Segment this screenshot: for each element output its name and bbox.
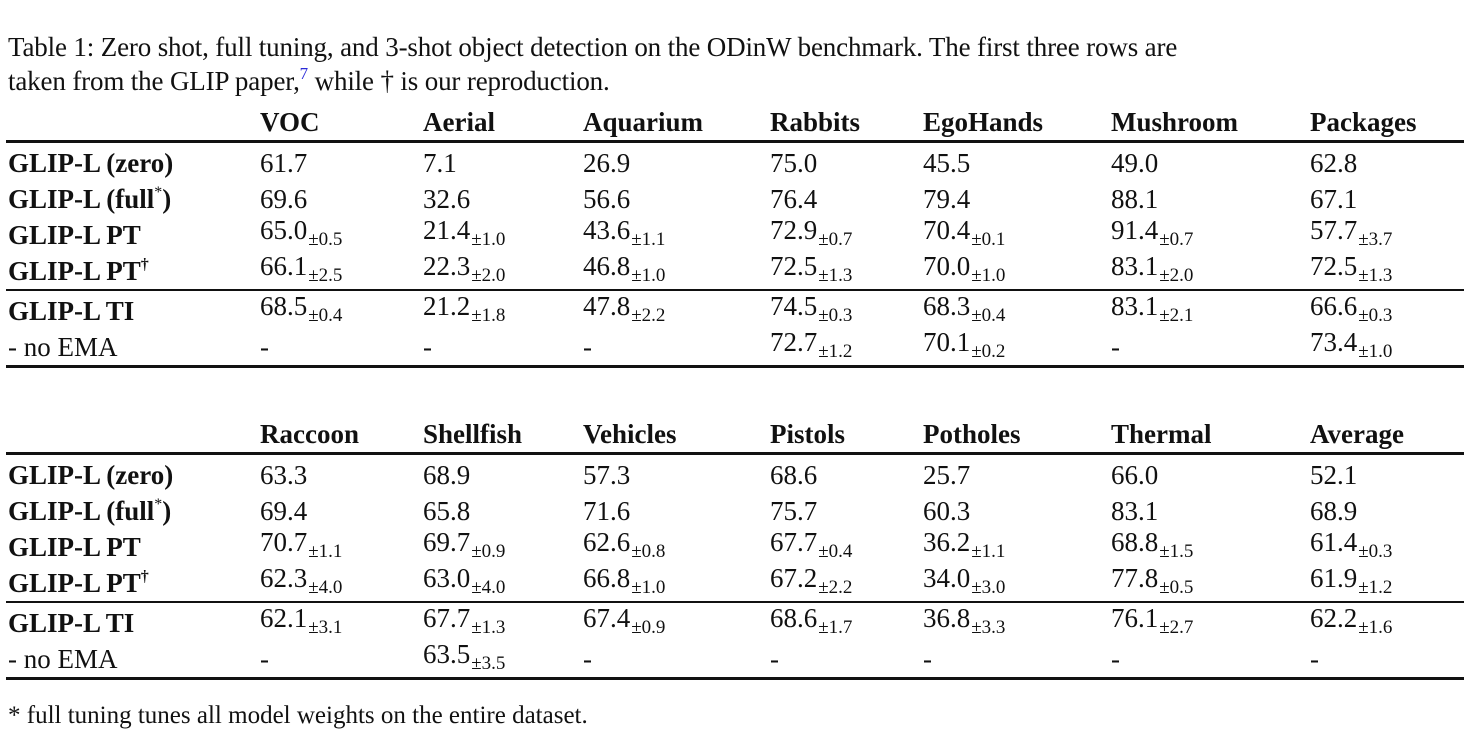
table-cell bbox=[581, 179, 768, 215]
cell-std: ±0.9 bbox=[471, 541, 506, 562]
table-cell bbox=[1109, 179, 1308, 215]
row-label-tail: ) bbox=[162, 496, 172, 526]
row-label-text: GLIP-L (full bbox=[8, 184, 155, 214]
cell-value: 61.4 bbox=[1310, 527, 1358, 557]
cell-value: 26.9 bbox=[583, 148, 631, 178]
table-cell bbox=[1308, 563, 1464, 602]
table-cell bbox=[258, 454, 421, 492]
cell-std: ±0.5 bbox=[308, 229, 343, 250]
table-cell bbox=[768, 454, 921, 492]
cell-std: ±0.5 bbox=[1159, 577, 1194, 598]
column-header: Raccoon bbox=[258, 410, 421, 454]
cell-value: 56.6 bbox=[583, 184, 631, 214]
cell-value: 83.1 bbox=[1111, 496, 1159, 526]
table-cell bbox=[258, 639, 421, 679]
cell-std: ±0.3 bbox=[818, 305, 853, 326]
cell-value: 63.3 bbox=[260, 460, 308, 490]
cell-value: 67.1 bbox=[1310, 184, 1358, 214]
table-cell bbox=[1308, 454, 1464, 492]
cell-value: 88.1 bbox=[1111, 184, 1159, 214]
cell-value: 69.4 bbox=[260, 496, 308, 526]
table-cell bbox=[921, 215, 1109, 251]
header-row bbox=[6, 98, 1464, 142]
row-label-text: GLIP-L TI bbox=[8, 296, 135, 326]
table-cell bbox=[921, 327, 1109, 367]
cell-value: 72.9 bbox=[770, 215, 818, 245]
table-cell bbox=[921, 602, 1109, 639]
caption-line-1: Table 1: Zero shot, full tuning, and 3-shot object detection on the ODinW benchmark. The first three rows are bbox=[8, 32, 1178, 62]
row-label-text: GLIP-L PT bbox=[8, 220, 141, 250]
table-cell bbox=[768, 142, 921, 180]
row-label-text: GLIP-L PT bbox=[8, 532, 141, 562]
cell-value: - bbox=[1111, 332, 1120, 362]
cell-value: - bbox=[1310, 644, 1319, 674]
cell-value: 73.4 bbox=[1310, 327, 1358, 357]
table-row bbox=[6, 602, 1464, 639]
cell-value: 7.1 bbox=[423, 148, 457, 178]
cell-value: 67.7 bbox=[770, 527, 818, 557]
row-label-mark: * bbox=[154, 496, 163, 513]
table-cell bbox=[1109, 563, 1308, 602]
cell-std: ±0.3 bbox=[1358, 305, 1393, 326]
cell-std: ±3.7 bbox=[1358, 229, 1393, 250]
cell-value: 68.5 bbox=[260, 291, 308, 321]
row-label bbox=[6, 251, 258, 290]
cell-value: 72.5 bbox=[1310, 251, 1358, 281]
cell-std: ±1.2 bbox=[1358, 577, 1393, 598]
cell-value: 69.7 bbox=[423, 527, 471, 557]
cell-value: 62.2 bbox=[1310, 603, 1358, 633]
table-cell bbox=[1308, 602, 1464, 639]
cell-value: 77.8 bbox=[1111, 563, 1159, 593]
cell-value: 68.3 bbox=[923, 291, 971, 321]
cell-value: 52.1 bbox=[1310, 460, 1358, 490]
table-cell bbox=[768, 491, 921, 527]
column-header: Thermal bbox=[1109, 410, 1308, 454]
row-label bbox=[6, 639, 258, 679]
cell-std: ±0.9 bbox=[631, 617, 666, 638]
table-cell bbox=[258, 290, 421, 327]
table-cell bbox=[1308, 142, 1464, 180]
table-cell bbox=[768, 527, 921, 563]
cell-value: 62.3 bbox=[260, 563, 308, 593]
cell-std: ±1.3 bbox=[471, 617, 506, 638]
header-row bbox=[6, 410, 1464, 454]
column-header: Aerial bbox=[421, 98, 581, 142]
table-cell bbox=[768, 215, 921, 251]
table-cell bbox=[768, 639, 921, 679]
table-cell bbox=[581, 215, 768, 251]
cell-std: ±1.0 bbox=[631, 265, 666, 286]
row-label-text: GLIP-L (full bbox=[8, 496, 155, 526]
cell-std: ±1.5 bbox=[1159, 541, 1194, 562]
cell-std: ±1.0 bbox=[1358, 341, 1393, 362]
table-cell bbox=[421, 639, 581, 679]
row-label bbox=[6, 527, 258, 563]
cell-value: 72.7 bbox=[770, 327, 818, 357]
cell-value: 63.0 bbox=[423, 563, 471, 593]
cell-value: 61.9 bbox=[1310, 563, 1358, 593]
column-header: Pistols bbox=[768, 410, 921, 454]
cell-value: 67.2 bbox=[770, 563, 818, 593]
cell-value: 71.6 bbox=[583, 496, 631, 526]
table-cell bbox=[921, 142, 1109, 180]
cell-value: 60.3 bbox=[923, 496, 971, 526]
cell-value: 67.4 bbox=[583, 603, 631, 633]
cell-std: ±0.1 bbox=[971, 229, 1006, 250]
table-cell bbox=[1109, 454, 1308, 492]
cell-value: 75.0 bbox=[770, 148, 818, 178]
table-footnote: * full tuning tunes all model weights on the entire dataset. bbox=[8, 702, 588, 729]
table-row bbox=[6, 563, 1464, 602]
table-cell bbox=[258, 251, 421, 290]
cell-std: ±2.0 bbox=[471, 265, 506, 286]
cell-value: 68.6 bbox=[770, 460, 818, 490]
table-cell bbox=[1109, 290, 1308, 327]
cell-value: 62.1 bbox=[260, 603, 308, 633]
table-cell bbox=[258, 563, 421, 602]
table-row bbox=[6, 639, 1464, 679]
cell-value: 91.4 bbox=[1111, 215, 1159, 245]
cell-value: - bbox=[583, 332, 592, 362]
table-cell bbox=[921, 527, 1109, 563]
row-label-text: GLIP-L PT bbox=[8, 568, 141, 598]
table-caption bbox=[8, 30, 1464, 98]
table-cell bbox=[1308, 215, 1464, 251]
cell-value: 79.4 bbox=[923, 184, 971, 214]
row-label bbox=[6, 290, 258, 327]
table-cell bbox=[1308, 179, 1464, 215]
table-cell bbox=[921, 639, 1109, 679]
row-label bbox=[6, 602, 258, 639]
cell-value: 70.7 bbox=[260, 527, 308, 557]
table-cell bbox=[258, 602, 421, 639]
cell-value: 74.5 bbox=[770, 291, 818, 321]
table-row bbox=[6, 179, 1464, 215]
cell-std: ±2.7 bbox=[1159, 617, 1194, 638]
table-cell bbox=[768, 602, 921, 639]
table-cell bbox=[1109, 527, 1308, 563]
cell-value: 49.0 bbox=[1111, 148, 1159, 178]
row-label-text: GLIP-L TI bbox=[8, 608, 135, 638]
table-cell bbox=[258, 327, 421, 367]
row-label bbox=[6, 327, 258, 367]
row-label bbox=[6, 491, 258, 527]
citation-link[interactable]: 7 bbox=[299, 64, 309, 83]
cell-value: 61.7 bbox=[260, 148, 308, 178]
table-cell bbox=[1308, 327, 1464, 367]
table-cell bbox=[421, 491, 581, 527]
row-label-text: GLIP-L (zero) bbox=[8, 460, 174, 490]
table-cell bbox=[768, 327, 921, 367]
table-cell bbox=[421, 179, 581, 215]
cell-std: ±1.3 bbox=[818, 265, 853, 286]
column-header: EgoHands bbox=[921, 98, 1109, 142]
column-header: Potholes bbox=[921, 410, 1109, 454]
cell-std: ±0.7 bbox=[1159, 229, 1194, 250]
cell-std: ±0.2 bbox=[971, 341, 1006, 362]
cell-std: ±0.4 bbox=[818, 541, 853, 562]
row-label-text: GLIP-L PT bbox=[8, 256, 141, 286]
row-label bbox=[6, 563, 258, 602]
cell-value: 57.7 bbox=[1310, 215, 1358, 245]
cell-value: 25.7 bbox=[923, 460, 971, 490]
table-cell bbox=[1109, 142, 1308, 180]
row-label-text: - no EMA bbox=[8, 644, 118, 674]
cell-std: ±0.4 bbox=[971, 305, 1006, 326]
cell-value: 32.6 bbox=[423, 184, 471, 214]
table-cell bbox=[581, 527, 768, 563]
table-cell bbox=[421, 215, 581, 251]
table-cell bbox=[1109, 491, 1308, 527]
cell-value: 83.1 bbox=[1111, 251, 1159, 281]
cell-std: ±3.5 bbox=[471, 653, 506, 674]
cell-std: ±3.0 bbox=[971, 577, 1006, 598]
row-label bbox=[6, 142, 258, 180]
column-header: Aquarium bbox=[581, 98, 768, 142]
table-cell bbox=[768, 179, 921, 215]
cell-std: ±1.6 bbox=[1358, 617, 1393, 638]
cell-value: 63.5 bbox=[423, 639, 471, 669]
table-cell bbox=[1109, 602, 1308, 639]
cell-std: ±3.3 bbox=[971, 617, 1006, 638]
cell-value: 70.1 bbox=[923, 327, 971, 357]
cell-value: 62.6 bbox=[583, 527, 631, 557]
table-row bbox=[6, 327, 1464, 367]
table-cell bbox=[258, 142, 421, 180]
cell-value: 67.7 bbox=[423, 603, 471, 633]
cell-value: 66.0 bbox=[1111, 460, 1159, 490]
table-cell bbox=[258, 179, 421, 215]
table-cell bbox=[768, 251, 921, 290]
table-cell bbox=[1308, 290, 1464, 327]
table-cell bbox=[258, 527, 421, 563]
table-cell bbox=[421, 602, 581, 639]
cell-value: 75.7 bbox=[770, 496, 818, 526]
cell-std: ±2.2 bbox=[631, 305, 666, 326]
table-row bbox=[6, 215, 1464, 251]
cell-value: 76.1 bbox=[1111, 603, 1159, 633]
table-cell bbox=[421, 527, 581, 563]
cell-std: ±4.0 bbox=[471, 577, 506, 598]
table-cell bbox=[921, 491, 1109, 527]
cell-value: - bbox=[770, 644, 779, 674]
cell-std: ±2.5 bbox=[308, 265, 343, 286]
cell-value: - bbox=[260, 332, 269, 362]
cell-value: 34.0 bbox=[923, 563, 971, 593]
table-cell bbox=[421, 142, 581, 180]
cell-value: 69.6 bbox=[260, 184, 308, 214]
table-cell bbox=[921, 563, 1109, 602]
cell-value: 21.2 bbox=[423, 291, 471, 321]
table-cell bbox=[1109, 639, 1308, 679]
cell-value: 57.3 bbox=[583, 460, 631, 490]
cell-value: 43.6 bbox=[583, 215, 631, 245]
table-cell bbox=[581, 251, 768, 290]
table-cell bbox=[581, 563, 768, 602]
table-cell bbox=[258, 215, 421, 251]
table-cell bbox=[921, 251, 1109, 290]
cell-value: - bbox=[583, 644, 592, 674]
cell-value: 66.6 bbox=[1310, 291, 1358, 321]
cell-std: ±1.0 bbox=[971, 265, 1006, 286]
table-cell bbox=[421, 327, 581, 367]
caption-line-2-end: while † is our reproduction. bbox=[308, 66, 610, 96]
row-label-text: - no EMA bbox=[8, 332, 118, 362]
cell-value: 68.8 bbox=[1111, 527, 1159, 557]
header-corner bbox=[6, 98, 258, 142]
cell-value: 70.0 bbox=[923, 251, 971, 281]
cell-value: 76.4 bbox=[770, 184, 818, 214]
table-cell bbox=[421, 563, 581, 602]
table-row bbox=[6, 527, 1464, 563]
column-header: Mushroom bbox=[1109, 98, 1308, 142]
table-cell bbox=[581, 290, 768, 327]
table-cell bbox=[1308, 527, 1464, 563]
row-label-tail: ) bbox=[162, 184, 172, 214]
table-row bbox=[6, 251, 1464, 290]
cell-value: 68.6 bbox=[770, 603, 818, 633]
cell-value: 72.5 bbox=[770, 251, 818, 281]
cell-std: ±0.8 bbox=[631, 541, 666, 562]
table-cell bbox=[921, 290, 1109, 327]
cell-value: 65.8 bbox=[423, 496, 471, 526]
table-cell bbox=[1308, 251, 1464, 290]
column-header: Shellfish bbox=[421, 410, 581, 454]
cell-value: 68.9 bbox=[423, 460, 471, 490]
column-header: Packages bbox=[1308, 98, 1464, 142]
cell-std: ±0.7 bbox=[818, 229, 853, 250]
table-row bbox=[6, 290, 1464, 327]
cell-value: 45.5 bbox=[923, 148, 971, 178]
cell-std: ±1.7 bbox=[818, 617, 853, 638]
table-cell bbox=[581, 142, 768, 180]
table-cell bbox=[768, 290, 921, 327]
table-cell bbox=[1308, 639, 1464, 679]
row-label-text: GLIP-L (zero) bbox=[8, 148, 174, 178]
cell-std: ±0.4 bbox=[308, 305, 343, 326]
column-header: Average bbox=[1308, 410, 1464, 454]
results-table-bottom bbox=[6, 410, 1464, 680]
cell-std: ±4.0 bbox=[308, 577, 343, 598]
table-cell bbox=[581, 491, 768, 527]
cell-value: 66.8 bbox=[583, 563, 631, 593]
table-cell bbox=[258, 491, 421, 527]
row-label bbox=[6, 179, 258, 215]
caption-line-2 bbox=[8, 64, 1464, 98]
cell-std: ±2.0 bbox=[1159, 265, 1194, 286]
cell-value: 47.8 bbox=[583, 291, 631, 321]
cell-value: 83.1 bbox=[1111, 291, 1159, 321]
row-label bbox=[6, 454, 258, 492]
cell-std: ±1.0 bbox=[471, 229, 506, 250]
cell-std: ±2.2 bbox=[818, 577, 853, 598]
table-cell bbox=[1308, 491, 1464, 527]
table-cell bbox=[581, 454, 768, 492]
cell-std: ±2.1 bbox=[1159, 305, 1194, 326]
table-cell bbox=[1109, 327, 1308, 367]
row-label-mark: * bbox=[154, 184, 163, 201]
cell-std: ±1.2 bbox=[818, 341, 853, 362]
table-row bbox=[6, 454, 1464, 492]
cell-value: 68.9 bbox=[1310, 496, 1358, 526]
cell-value: 66.1 bbox=[260, 251, 308, 281]
results-table-top bbox=[6, 98, 1464, 368]
cell-value: 22.3 bbox=[423, 251, 471, 281]
table-cell bbox=[581, 602, 768, 639]
cell-value: - bbox=[260, 644, 269, 674]
cell-value: - bbox=[423, 332, 432, 362]
cell-value: 62.8 bbox=[1310, 148, 1358, 178]
table-cell bbox=[921, 454, 1109, 492]
row-label-mark: † bbox=[140, 568, 149, 585]
cell-std: ±1.3 bbox=[1358, 265, 1393, 286]
cell-value: 21.4 bbox=[423, 215, 471, 245]
table-row bbox=[6, 142, 1464, 180]
table-cell bbox=[921, 179, 1109, 215]
table-cell bbox=[581, 639, 768, 679]
cell-value: - bbox=[1111, 644, 1120, 674]
cell-std: ±1.0 bbox=[631, 577, 666, 598]
cell-value: 36.2 bbox=[923, 527, 971, 557]
row-label-mark: † bbox=[140, 256, 149, 273]
cell-value: 65.0 bbox=[260, 215, 308, 245]
cell-value: 36.8 bbox=[923, 603, 971, 633]
cell-value: 46.8 bbox=[583, 251, 631, 281]
cell-std: ±1.8 bbox=[471, 305, 506, 326]
cell-value: - bbox=[923, 644, 932, 674]
row-label bbox=[6, 215, 258, 251]
table-row bbox=[6, 491, 1464, 527]
caption-line-2-start: taken from the GLIP paper, bbox=[8, 66, 300, 96]
cell-std: ±1.1 bbox=[308, 541, 343, 562]
cell-std: ±3.1 bbox=[308, 617, 343, 638]
column-header: Vehicles bbox=[581, 410, 768, 454]
cell-std: ±0.3 bbox=[1358, 541, 1393, 562]
table-cell bbox=[421, 454, 581, 492]
table-cell bbox=[421, 290, 581, 327]
column-header: Rabbits bbox=[768, 98, 921, 142]
table-cell bbox=[768, 563, 921, 602]
table-cell bbox=[581, 327, 768, 367]
cell-std: ±1.1 bbox=[971, 541, 1006, 562]
header-corner bbox=[6, 410, 258, 454]
cell-std: ±1.1 bbox=[631, 229, 666, 250]
table-cell bbox=[1109, 215, 1308, 251]
column-header: VOC bbox=[258, 98, 421, 142]
table-cell bbox=[421, 251, 581, 290]
cell-value: 70.4 bbox=[923, 215, 971, 245]
table-cell bbox=[1109, 251, 1308, 290]
